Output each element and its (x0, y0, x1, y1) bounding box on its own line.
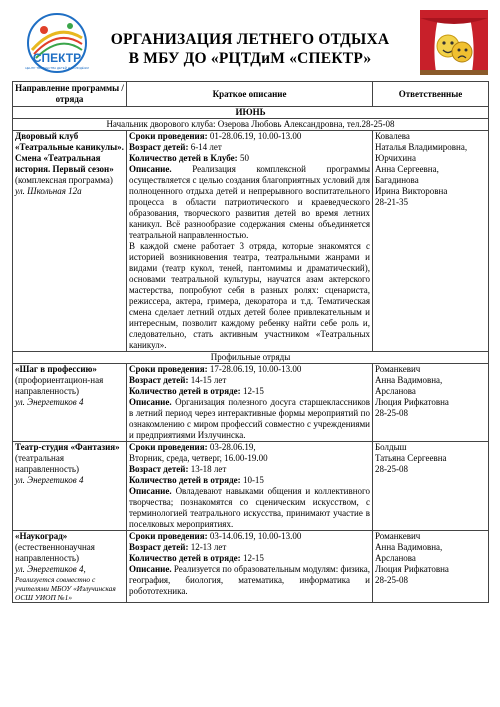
responsible-line: Люция Рифкатовна (375, 397, 449, 407)
program-type: (естественнонаучная направленность) (15, 542, 95, 563)
page-header (0, 0, 500, 80)
program-name: «Шаг в профессию» (15, 364, 97, 374)
responsible-line: Ирина Викторовна (375, 186, 448, 196)
program-type: (комплексная программа) (15, 175, 113, 185)
table-row (13, 531, 489, 603)
desc-text: Реализация комплексной программы осуществляется с целью создания благоприятных условий для полноценного отдыха детей и непрерывного воспитательного процесса в области патриотического и краеведческого образования, творческого развития детей во время летних каникул. Всё разнообразие содержания смены объединяется театральной направленностью. (129, 164, 371, 240)
count-label: Количество детей в отряде: (129, 553, 241, 563)
count-label: Количество детей в отряде: (129, 386, 241, 396)
responsible-line: Болдыш (375, 442, 407, 452)
description-cell (127, 364, 373, 442)
responsible-line: Анна Сергеевна, (375, 164, 439, 174)
direction-cell (13, 131, 127, 352)
count-value: 50 (239, 153, 249, 163)
leader-line: Начальник дворового клуба: Озерова Любовь Александровна, тел.28-25-08 (13, 119, 489, 131)
section-row-profile (13, 352, 489, 364)
age-label: Возраст детей: (129, 142, 189, 152)
header-direction: Направление программы / отряда (13, 82, 127, 107)
dates-label: Сроки проведения: (129, 531, 208, 541)
count-label: Количество детей в Клубе: (129, 153, 238, 163)
responsible-line: 28-25-08 (375, 464, 408, 474)
responsible-cell (373, 131, 489, 352)
section-row-june (13, 107, 489, 119)
program-table (12, 81, 489, 603)
responsible-cell (373, 442, 489, 531)
desc-label: Описание. (129, 564, 172, 574)
desc-text-2: В каждой смене работает 3 отряда, которые знакомятся с историей возникновения театра, театральными жанрами и видами (театр кукол, теней, пантомимы и драматический), основами театральной культуры, научатся азам актерского мастерства, попробуют себя в разных ролях: сценариста, режиссера, актера, гримера, декоратора и т.д. Тематическая смена сделает летний отдых детей более привлекательным и интересным, позволит каждому ребенку найти себе роль и, следовательно, стать активным участником «Театральных каникул». (129, 241, 370, 350)
program-address: ул. Энергетиков 4, (15, 564, 86, 574)
responsible-line: Люция Рифкатовна (375, 564, 449, 574)
age-value: 14-15 лет (190, 375, 227, 385)
desc-label: Описание. (129, 397, 172, 407)
desc-text: Организация полезного досуга старшеклассников в летний период через интерактивные формы мероприятий по ознакомлению с миром профессий совместно с учреждениями и предприятиями Излучинска. (129, 397, 370, 440)
header-description: Краткое описание (127, 82, 373, 107)
responsible-line: Юрчихина (375, 153, 416, 163)
age-value: 6-14 лет (190, 142, 222, 152)
age-value: 13-18 лет (190, 464, 227, 474)
program-name: Театр-студия «Фантазия» (15, 442, 120, 452)
table-row (13, 131, 489, 352)
description-cell (127, 131, 373, 352)
spektr-logo-icon (22, 12, 92, 74)
logo-text: СПЕКТР (32, 51, 82, 65)
program-address: ул. Школьная 12а (15, 186, 82, 196)
desc-text: Овладевают навыками общения и коллективного творчества; познакомятся со сценическим искусством, с терминологией театрального искусства, принимают участие в поселковых мероприятиях. (129, 486, 371, 529)
desc-label: Описание. (129, 164, 172, 174)
dates-value: 17-28.06.19, 10.00-13.00 (209, 364, 302, 374)
dates-value: 03-28.06.19, (209, 442, 256, 452)
responsible-line: Анна Вадимовна, (375, 375, 443, 385)
leader-row (13, 119, 489, 131)
responsible-line: Багадинова (375, 175, 419, 185)
program-name: «Наукоград» (15, 531, 68, 541)
dates-value-2: Вторник, среда, четверг, 16.00-19.00 (129, 453, 268, 463)
program-address: ул. Энергетиков 4 (15, 397, 84, 407)
responsible-line: Татьяна Сергеевна (375, 453, 447, 463)
desc-label: Описание. (129, 486, 172, 496)
description-cell (127, 531, 373, 603)
age-label: Возраст детей: (129, 542, 189, 552)
title-line-1: ОРГАНИЗАЦИЯ ЛЕТНЕГО ОТДЫХА (110, 31, 390, 48)
desc-text: Реализуется по образовательным модулям: физика, география, биология, математика, информатика и робототехника. (129, 564, 371, 596)
direction-cell (13, 364, 127, 442)
table-row (13, 442, 489, 531)
responsible-cell (373, 531, 489, 603)
direction-cell (13, 531, 127, 603)
program-shift-name: Смена «Театральная история. Первый сезон» (15, 153, 114, 174)
dates-label: Сроки проведения: (129, 364, 208, 374)
responsible-line: Анна Вадимовна, (375, 542, 443, 552)
age-label: Возраст детей: (129, 464, 189, 474)
responsible-line: Ковалева (375, 131, 410, 141)
responsible-line: 28-21-35 (375, 197, 408, 207)
program-name: Дворовый клуб «Театральные каникулы». (15, 131, 124, 152)
count-value: 12-15 (242, 553, 264, 563)
responsible-line: Романкевич (375, 531, 421, 541)
count-label: Количество детей в отряде: (129, 475, 241, 485)
theater-masks-icon (418, 6, 490, 78)
count-value: 10-15 (242, 475, 264, 485)
dates-value: 01-28.06.19, 10.00-13.00 (209, 131, 302, 141)
title-line-2: В МБУ ДО «РЦТДиМ «СПЕКТР» (128, 50, 372, 67)
responsible-line: Арсланова (375, 386, 416, 396)
logo-subtext: ЦЕНТР ТВОРЧЕСТВА ДЕТЕЙ И МОЛОДЁЖИ (25, 66, 89, 70)
table-row (13, 364, 489, 442)
responsible-line: Романкевич (375, 364, 421, 374)
table-header-row (13, 82, 489, 107)
count-value: 12-15 (242, 386, 264, 396)
direction-cell (13, 442, 127, 531)
responsible-line: 28-25-08 (375, 575, 408, 585)
dates-label: Сроки проведения: (129, 131, 208, 141)
program-type: (театральная направленность) (15, 453, 80, 474)
responsible-line: 28-25-08 (375, 408, 408, 418)
section-june: ИЮНЬ (13, 107, 489, 119)
program-address: ул. Энергетиков 4 (15, 475, 84, 485)
section-profile: Профильные отряды (13, 352, 489, 364)
responsible-cell (373, 364, 489, 442)
header-responsible: Ответственные (373, 82, 489, 107)
age-label: Возраст детей: (129, 375, 189, 385)
page-title (100, 30, 400, 68)
description-cell (127, 442, 373, 531)
responsible-line: Наталья Владимировна, (375, 142, 468, 152)
program-note: Реализуется совместно с учителями МБОУ «Излучинская ОСШ УИОП №1» (15, 575, 116, 602)
dates-label: Сроки проведения: (129, 442, 208, 452)
dates-value: 03-14.06.19, 10.00-13.00 (209, 531, 302, 541)
age-value: 12-13 лет (190, 542, 227, 552)
responsible-line: Арсланова (375, 553, 416, 563)
program-type: (профориентацион-ная направленность) (15, 375, 104, 396)
